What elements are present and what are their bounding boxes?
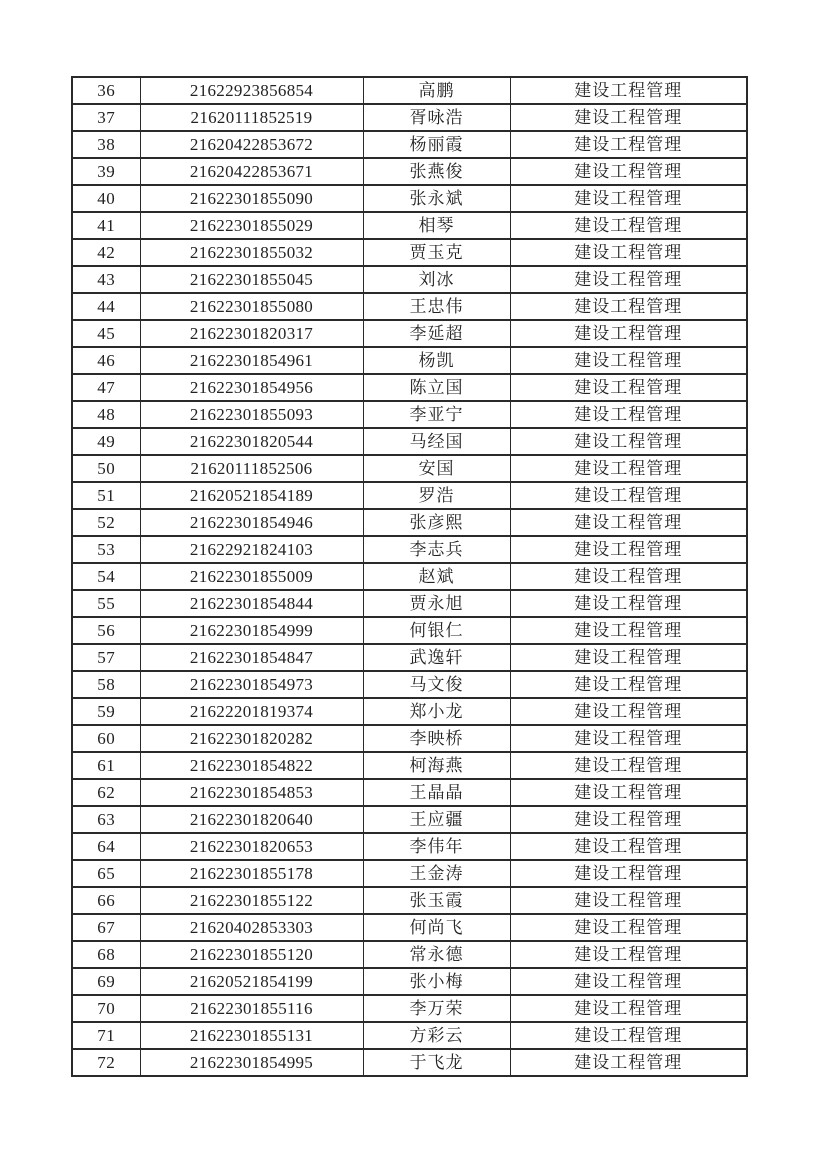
row-number-cell: 62 — [72, 779, 140, 806]
row-number-cell: 38 — [72, 131, 140, 158]
major-cell: 建设工程管理 — [510, 671, 747, 698]
major-cell: 建设工程管理 — [510, 914, 747, 941]
major-cell: 建设工程管理 — [510, 1022, 747, 1049]
name-cell: 罗浩 — [363, 482, 510, 509]
student-id-cell: 21622301854961 — [140, 347, 363, 374]
student-id-cell: 21622923856854 — [140, 77, 363, 104]
major-cell: 建设工程管理 — [510, 1049, 747, 1076]
table-row — [72, 158, 747, 185]
student-id-cell: 21622301820282 — [140, 725, 363, 752]
row-number-cell: 51 — [72, 482, 140, 509]
table-row — [72, 833, 747, 860]
student-id-cell: 21622301854853 — [140, 779, 363, 806]
student-id-cell: 21622301855045 — [140, 266, 363, 293]
major-cell: 建设工程管理 — [510, 77, 747, 104]
major-cell: 建设工程管理 — [510, 644, 747, 671]
name-cell: 贾永旭 — [363, 590, 510, 617]
major-cell: 建设工程管理 — [510, 698, 747, 725]
name-cell: 武逸轩 — [363, 644, 510, 671]
name-cell: 张玉霞 — [363, 887, 510, 914]
major-cell: 建设工程管理 — [510, 833, 747, 860]
student-id-cell: 21622301855178 — [140, 860, 363, 887]
row-number-cell: 69 — [72, 968, 140, 995]
student-id-cell: 21622301820653 — [140, 833, 363, 860]
row-number-cell: 65 — [72, 860, 140, 887]
name-cell: 李映桥 — [363, 725, 510, 752]
table-row — [72, 995, 747, 1022]
student-id-cell: 21622301854956 — [140, 374, 363, 401]
table-row — [72, 725, 747, 752]
row-number-cell: 46 — [72, 347, 140, 374]
student-id-cell: 21620111852519 — [140, 104, 363, 131]
major-cell: 建设工程管理 — [510, 968, 747, 995]
major-cell: 建设工程管理 — [510, 266, 747, 293]
major-cell: 建设工程管理 — [510, 725, 747, 752]
table-row — [72, 536, 747, 563]
table-row — [72, 428, 747, 455]
student-id-cell: 21622301855131 — [140, 1022, 363, 1049]
name-cell: 张燕俊 — [363, 158, 510, 185]
table-row — [72, 77, 747, 104]
major-cell: 建设工程管理 — [510, 212, 747, 239]
name-cell: 高鹏 — [363, 77, 510, 104]
student-id-cell: 21622301854844 — [140, 590, 363, 617]
student-id-cell: 21620422853671 — [140, 158, 363, 185]
table-row — [72, 185, 747, 212]
row-number-cell: 48 — [72, 401, 140, 428]
name-cell: 于飞龙 — [363, 1049, 510, 1076]
table-row — [72, 563, 747, 590]
student-id-cell: 21622301855093 — [140, 401, 363, 428]
table-row — [72, 968, 747, 995]
name-cell: 何尚飞 — [363, 914, 510, 941]
row-number-cell: 64 — [72, 833, 140, 860]
table-row — [72, 131, 747, 158]
name-cell: 杨凯 — [363, 347, 510, 374]
major-cell: 建设工程管理 — [510, 131, 747, 158]
name-cell: 李万荣 — [363, 995, 510, 1022]
table-row — [72, 509, 747, 536]
major-cell: 建设工程管理 — [510, 239, 747, 266]
row-number-cell: 60 — [72, 725, 140, 752]
row-number-cell: 41 — [72, 212, 140, 239]
row-number-cell: 49 — [72, 428, 140, 455]
name-cell: 张永斌 — [363, 185, 510, 212]
name-cell: 杨丽霞 — [363, 131, 510, 158]
major-cell: 建设工程管理 — [510, 941, 747, 968]
row-number-cell: 47 — [72, 374, 140, 401]
major-cell: 建设工程管理 — [510, 185, 747, 212]
table-row — [72, 806, 747, 833]
major-cell: 建设工程管理 — [510, 995, 747, 1022]
row-number-cell: 61 — [72, 752, 140, 779]
table-row — [72, 1022, 747, 1049]
name-cell: 赵斌 — [363, 563, 510, 590]
row-number-cell: 56 — [72, 617, 140, 644]
major-cell: 建设工程管理 — [510, 752, 747, 779]
student-id-cell: 21620402853303 — [140, 914, 363, 941]
name-cell: 李延超 — [363, 320, 510, 347]
name-cell: 王金涛 — [363, 860, 510, 887]
row-number-cell: 59 — [72, 698, 140, 725]
student-id-cell: 21622301820640 — [140, 806, 363, 833]
row-number-cell: 42 — [72, 239, 140, 266]
table-row — [72, 239, 747, 266]
student-id-cell: 21620111852506 — [140, 455, 363, 482]
name-cell: 刘冰 — [363, 266, 510, 293]
major-cell: 建设工程管理 — [510, 860, 747, 887]
major-cell: 建设工程管理 — [510, 563, 747, 590]
major-cell: 建设工程管理 — [510, 320, 747, 347]
row-number-cell: 63 — [72, 806, 140, 833]
name-cell: 张彦熙 — [363, 509, 510, 536]
table-row — [72, 482, 747, 509]
row-number-cell: 57 — [72, 644, 140, 671]
name-cell: 安国 — [363, 455, 510, 482]
table-row — [72, 617, 747, 644]
row-number-cell: 55 — [72, 590, 140, 617]
table-row — [72, 1049, 747, 1076]
row-number-cell: 58 — [72, 671, 140, 698]
student-id-cell: 21622301855090 — [140, 185, 363, 212]
student-id-cell: 21622301855009 — [140, 563, 363, 590]
student-id-cell: 21622301854822 — [140, 752, 363, 779]
row-number-cell: 72 — [72, 1049, 140, 1076]
table-row — [72, 860, 747, 887]
row-number-cell: 44 — [72, 293, 140, 320]
table-row — [72, 401, 747, 428]
table-row — [72, 590, 747, 617]
row-number-cell: 39 — [72, 158, 140, 185]
major-cell: 建设工程管理 — [510, 779, 747, 806]
name-cell: 常永德 — [363, 941, 510, 968]
table-row — [72, 347, 747, 374]
major-cell: 建设工程管理 — [510, 347, 747, 374]
student-id-cell: 21620521854199 — [140, 968, 363, 995]
name-cell: 方彩云 — [363, 1022, 510, 1049]
row-number-cell: 71 — [72, 1022, 140, 1049]
student-id-cell: 21622301855122 — [140, 887, 363, 914]
name-cell: 贾玉克 — [363, 239, 510, 266]
name-cell: 李亚宁 — [363, 401, 510, 428]
name-cell: 李志兵 — [363, 536, 510, 563]
name-cell: 王忠伟 — [363, 293, 510, 320]
student-id-cell: 21622301854995 — [140, 1049, 363, 1076]
student-id-cell: 21622301854999 — [140, 617, 363, 644]
major-cell: 建设工程管理 — [510, 104, 747, 131]
student-id-cell: 21622301854973 — [140, 671, 363, 698]
table-row — [72, 266, 747, 293]
student-id-cell: 21622301855032 — [140, 239, 363, 266]
student-id-cell: 21620422853672 — [140, 131, 363, 158]
name-cell: 王晶晶 — [363, 779, 510, 806]
table-row — [72, 320, 747, 347]
row-number-cell: 70 — [72, 995, 140, 1022]
name-cell: 何银仁 — [363, 617, 510, 644]
table-row — [72, 671, 747, 698]
name-cell: 柯海燕 — [363, 752, 510, 779]
table-row — [72, 644, 747, 671]
table-row — [72, 914, 747, 941]
table-row — [72, 941, 747, 968]
row-number-cell: 67 — [72, 914, 140, 941]
student-id-cell: 21622301855080 — [140, 293, 363, 320]
student-id-cell: 21622301855120 — [140, 941, 363, 968]
table-row — [72, 779, 747, 806]
table-row — [72, 374, 747, 401]
row-number-cell: 54 — [72, 563, 140, 590]
major-cell: 建设工程管理 — [510, 536, 747, 563]
student-id-cell: 21622201819374 — [140, 698, 363, 725]
row-number-cell: 68 — [72, 941, 140, 968]
student-id-cell: 21622301855029 — [140, 212, 363, 239]
major-cell: 建设工程管理 — [510, 806, 747, 833]
name-cell: 相琴 — [363, 212, 510, 239]
table-row — [72, 455, 747, 482]
table-body — [72, 77, 747, 1076]
major-cell: 建设工程管理 — [510, 482, 747, 509]
student-id-cell: 21622301854847 — [140, 644, 363, 671]
name-cell: 张小梅 — [363, 968, 510, 995]
name-cell: 胥咏浩 — [363, 104, 510, 131]
row-number-cell: 40 — [72, 185, 140, 212]
table-row — [72, 293, 747, 320]
student-id-cell: 21622301820544 — [140, 428, 363, 455]
student-id-cell: 21622301855116 — [140, 995, 363, 1022]
major-cell: 建设工程管理 — [510, 590, 747, 617]
student-roster-table — [71, 76, 748, 1077]
table-row — [72, 887, 747, 914]
major-cell: 建设工程管理 — [510, 374, 747, 401]
major-cell: 建设工程管理 — [510, 887, 747, 914]
name-cell: 马经国 — [363, 428, 510, 455]
row-number-cell: 52 — [72, 509, 140, 536]
major-cell: 建设工程管理 — [510, 455, 747, 482]
major-cell: 建设工程管理 — [510, 617, 747, 644]
table-row — [72, 698, 747, 725]
major-cell: 建设工程管理 — [510, 401, 747, 428]
table-row — [72, 212, 747, 239]
major-cell: 建设工程管理 — [510, 158, 747, 185]
row-number-cell: 43 — [72, 266, 140, 293]
student-id-cell: 21620521854189 — [140, 482, 363, 509]
student-id-cell: 21622301820317 — [140, 320, 363, 347]
name-cell: 郑小龙 — [363, 698, 510, 725]
student-id-cell: 21622301854946 — [140, 509, 363, 536]
row-number-cell: 66 — [72, 887, 140, 914]
name-cell: 马文俊 — [363, 671, 510, 698]
row-number-cell: 50 — [72, 455, 140, 482]
row-number-cell: 45 — [72, 320, 140, 347]
row-number-cell: 36 — [72, 77, 140, 104]
name-cell: 李伟年 — [363, 833, 510, 860]
table-row — [72, 752, 747, 779]
student-id-cell: 21622921824103 — [140, 536, 363, 563]
name-cell: 王应疆 — [363, 806, 510, 833]
name-cell: 陈立国 — [363, 374, 510, 401]
row-number-cell: 53 — [72, 536, 140, 563]
major-cell: 建设工程管理 — [510, 428, 747, 455]
table-row — [72, 104, 747, 131]
major-cell: 建设工程管理 — [510, 509, 747, 536]
row-number-cell: 37 — [72, 104, 140, 131]
major-cell: 建设工程管理 — [510, 293, 747, 320]
